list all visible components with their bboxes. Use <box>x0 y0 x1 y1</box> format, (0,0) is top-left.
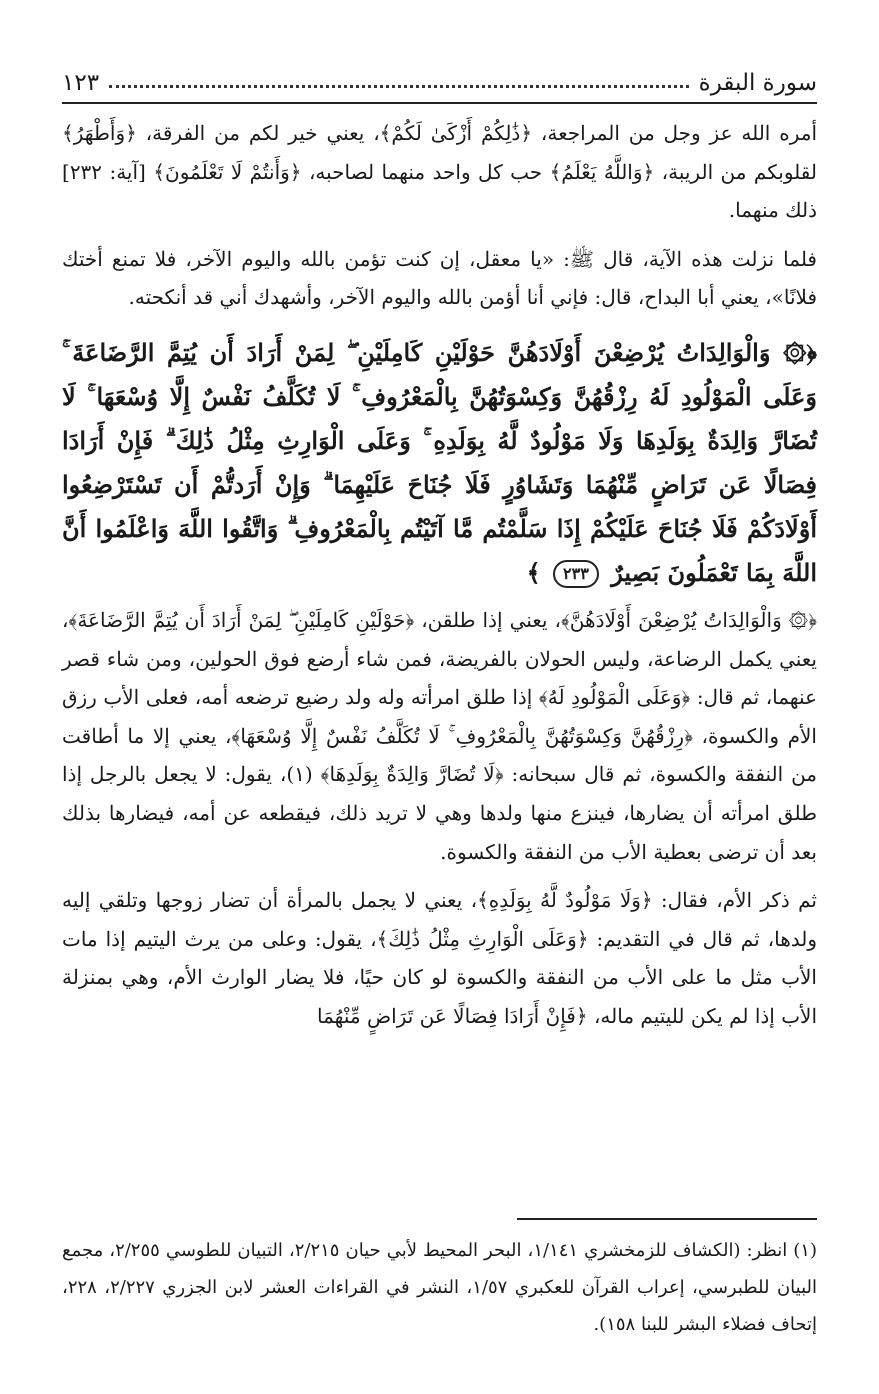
leader-dots <box>109 85 689 88</box>
surah-name: سورة البقرة <box>698 70 817 96</box>
commentary-paragraph-2: ثم ذكر الأم، فقال: ﴿وَلَا مَوْلُودٌ لَّهُ بِوَلَدِهِ﴾، يعني لا يجمل بالمرأة أن تضار زوجها وتلقي إليه ولدها، ثم قال في التقديم: ﴿وَعَلَى الْوَارِثِ مِثْلُ ذَٰلِكَ﴾، يقول: وعلى من يرث اليتيم إذا مات الأب مثل ما على الأب من النفقة والكسوة لو كان حيًا، فلا يضار الوارث الأم، وهي بمنزلة الأب إذا لم يكن لليتيم ماله، ﴿فَإِنْ أَرَادَا فِصَالًا عَن تَرَاضٍ مِّنْهُمَا <box>62 888 817 1028</box>
paragraph-2: فلما نزلت هذه الآية، قال ﷺ: «يا معقل، إن كنت تؤمن بالله واليوم الآخر، فلا تمنع أختك فلانًا»، يعني أبا البداح، قال: فإني أنا أؤمن بالله واليوم الآخر، وأشهدك أني قد أنكحته. <box>62 246 817 310</box>
footnote: (١) انظر: (الكشاف للزمخشري ١/١٤١، البحر المحيط لأبي حيان ٢/٢١٥، التبيان للطوسي ٢/٢٥٥، مجمع البيان للطبرسي، إعراب القرآن للعكبري ١/٥٧، النشر في القراءات العشر لابن الجزري ٢/٢٢٧، ٢٢٨، إتحاف فضلاء البشر للبنا ١٥٨). <box>62 1240 818 1335</box>
commentary-paragraph-1: ﴿۞ وَالْوَالِدَاتُ يُرْضِعْنَ أَوْلَادَهُنَّ﴾، يعني إذا طلقن، ﴿حَوْلَيْنِ كَامِلَيْنِ ۖ لِمَنْ أَرَادَ أَن يُتِمَّ الرَّضَاعَةَ﴾، يعني يكمل الرضاعة، وليس الحولان بالفريضة، فمن شاء أرضع فوق الحولين، ومن شاء قصر عنهما، ثم قال: ﴿وَعَلَى الْمَوْلُودِ لَهُ﴾ إذا طلق امرأته وله ولد رضيع ترضعه أمه، فعلى الأب رزق الأم والكسوة، ﴿رِزْقُهُنَّ وَكِسْوَتُهُنَّ بِالْمَعْرُوفِ ۚ لَا تُكَلَّفُ نَفْسٌ إِلَّا وُسْعَهَا﴾، يعني إلا ما أطاقت من النفقة والكسوة، ثم قال سبحانه: ﴿لَا تُضَارَّ وَالِدَةٌ بِوَلَدِهَا﴾ (١)، يقول: لا يجعل بالرجل إذا طلق امرأته أن يضارها، فينزع منها ولدها وهي لا تريد ذلك، فيقطعه عن أمه، فيضارها بذلك بعد أن ترضى بعطية الأب من النفقة والكسوة. <box>62 607 818 864</box>
verse-close-bracket: ﴾ <box>526 557 541 587</box>
paragraph-1: أمره الله عز وجل من المراجعة، ﴿ذَٰلِكُمْ أَزْكَىٰ لَكُمْ﴾، يعني خير لكم من الفرقة، ﴿وَأَطْهَرُ﴾ لقلوبكم من الريبة، ﴿وَاللَّهُ يَعْلَمُ﴾ حب كل واحد منهما لصاحبه، ﴿وَأَنتُمْ لَا تَعْلَمُونَ﴾ [آية: ٢٣٢] ذلك منهما. <box>62 121 817 223</box>
verse-text: ﴿۞ وَالْوَالِدَاتُ يُرْضِعْنَ أَوْلَادَهُنَّ حَوْلَيْنِ كَامِلَيْنِ ۖ لِمَنْ أَرَادَ أَن يُتِمَّ الرَّضَاعَةَ ۚ وَعَلَى الْمَوْلُودِ لَهُ رِزْقُهُنَّ وَكِسْوَتُهُنَّ بِالْمَعْرُوفِ ۚ لَا تُكَلَّفُ نَفْسٌ إِلَّا وُسْعَهَا ۚ لَا تُضَارَّ وَالِدَةٌ بِوَلَدِهَا وَلَا مَوْلُودٌ لَّهُ بِوَلَدِهِ ۚ وَعَلَى الْوَارِثِ مِثْلُ ذَٰلِكَ ۗ فَإِنْ أَرَادَا فِصَالًا عَن تَرَاضٍ مِّنْهُمَا وَتَشَاوُرٍ فَلَا جُنَاحَ عَلَيْهِمَا ۗ وَإِنْ أَرَدتُّمْ أَن تَسْتَرْضِعُوا أَوْلَادَكُمْ فَلَا جُنَاحَ عَلَيْكُمْ إِذَا سَلَّمْتُم مَّا آتَيْتُم بِالْمَعْرُوفِ ۗ وَاتَّقُوا اللَّهَ وَاعْلَمُوا أَنَّ اللَّهَ بِمَا تَعْمَلُونَ بَصِيرٌ <box>62 337 817 587</box>
footnote-rule <box>517 1218 817 1220</box>
ayah-number-marker: ٢٣٣ <box>553 560 599 588</box>
header-rule <box>62 102 817 104</box>
page-number: ١٢٣ <box>62 70 100 96</box>
quran-verse-block <box>62 331 817 595</box>
running-header <box>62 56 817 96</box>
page-body <box>62 114 817 1036</box>
